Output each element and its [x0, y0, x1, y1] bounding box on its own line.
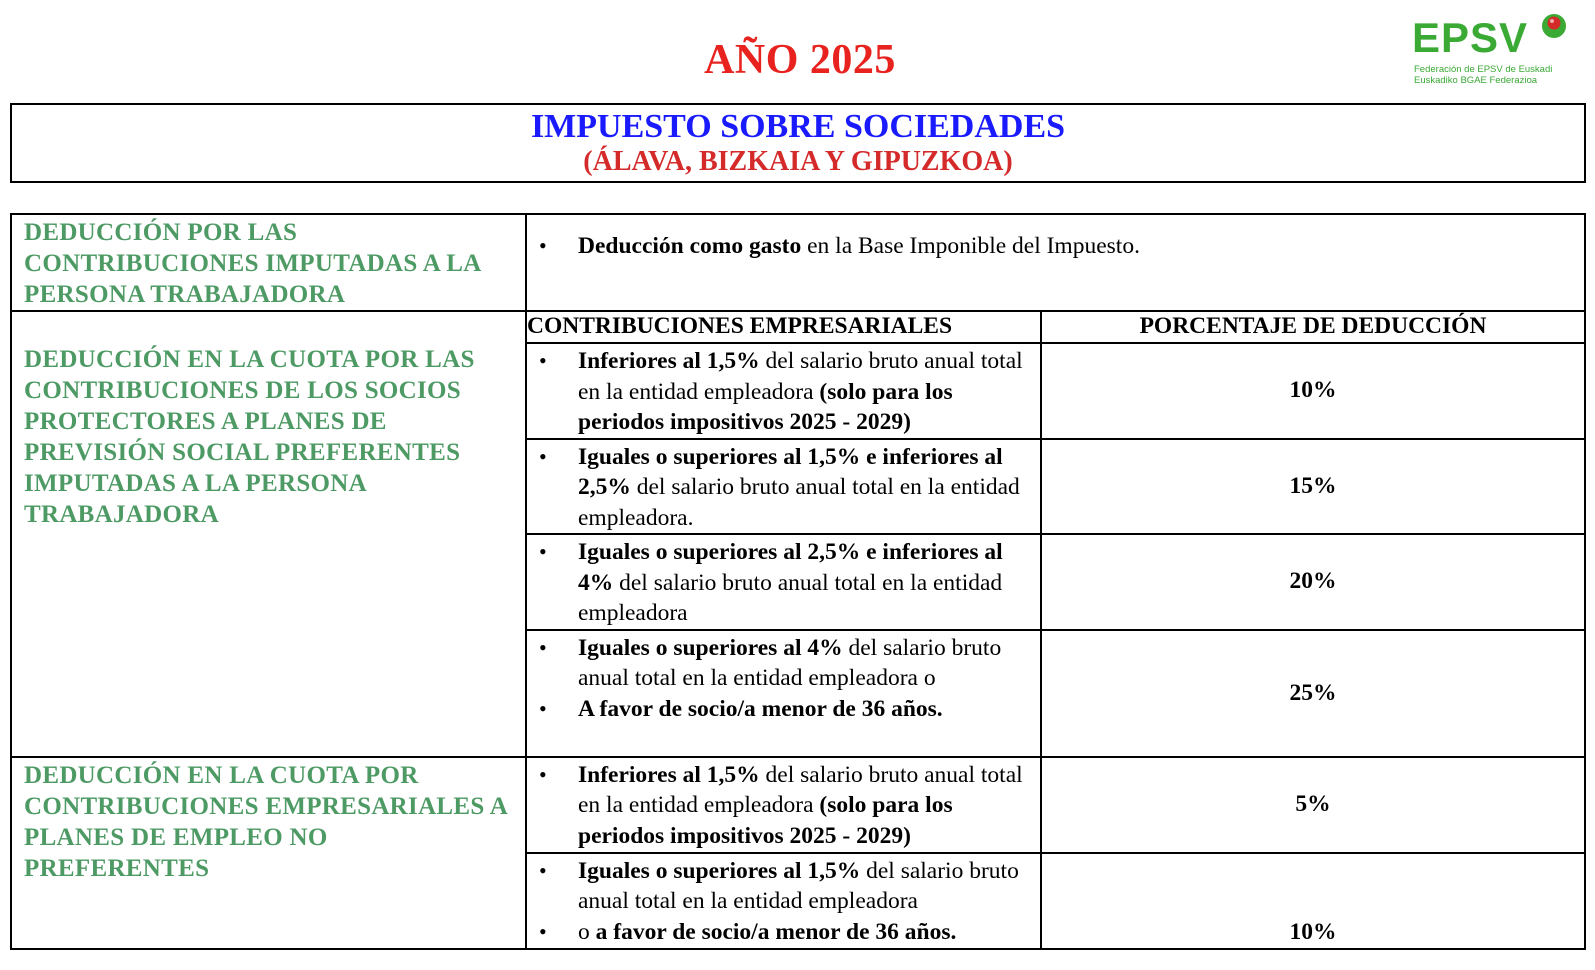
bullet-text: en la Base Imponible del Impuesto.	[801, 233, 1140, 259]
bold-text: Iguales o superiores al 1,5% e inferiores al 2,5%	[578, 443, 1003, 500]
list-item	[537, 917, 1032, 948]
bold-text: (solo para los periodos impositivos 2025 - 2029)	[578, 378, 953, 435]
year-title: AÑO 2025	[704, 37, 896, 83]
contribution-bullets	[527, 535, 1040, 629]
bold-text: (solo para los periodos impositivos 2025 - 2029)	[578, 792, 953, 849]
logo-subtitle-line2: Euskadiko BGAE Federazioa	[1414, 75, 1538, 86]
epsv-logo	[1412, 12, 1587, 92]
contribution-bullets	[527, 631, 1040, 725]
section1-bullets	[527, 215, 1584, 262]
logo-subtitle-line1: Federación de EPSV de Euskadi	[1414, 64, 1553, 75]
list-item	[537, 694, 1032, 725]
list-item	[537, 346, 1032, 438]
text: del salario bruto anual total en la entidad empleadora.	[578, 474, 1020, 531]
bold-text: A favor de socio/a menor de 36 años.	[578, 695, 943, 722]
bold-text: Iguales o superiores al 4%	[578, 634, 843, 661]
table-row	[11, 311, 1585, 343]
list-item	[537, 231, 1576, 262]
section3-label: DEDUCCIÓN EN LA CUOTA POR CONTRIBUCIONES EMPRESARIALES A PLANES DE EMPLEO NO PREFERENTES	[24, 761, 507, 882]
col-header-percentage: PORCENTAJE DE DEDUCCIÓN	[1041, 311, 1585, 343]
header-title: IMPUESTO SOBRE SOCIEDADES	[530, 108, 1066, 145]
list-item	[537, 633, 1032, 694]
section1-label-cell	[11, 214, 526, 311]
bold-text: Inferiores al 1,5%	[578, 761, 760, 788]
logo-wordmark: EPSV	[1412, 14, 1529, 61]
contribution-bullets	[527, 854, 1040, 948]
deductions-table	[10, 213, 1586, 950]
percentage-cell: 20%	[1041, 534, 1585, 630]
list-item	[537, 856, 1032, 917]
text: del salario bruto anual total en la entidad empleadora o	[578, 634, 1002, 691]
text: del salario bruto anual total en la entidad empleadora	[578, 857, 1019, 914]
percentage-cell: 25%	[1041, 630, 1585, 757]
section1-label: DEDUCCIÓN POR LAS CONTRIBUCIONES IMPUTADAS A LA PERSONA TRABAJADORA	[24, 219, 481, 308]
contribution-cell	[526, 757, 1041, 853]
text: del salario bruto anual total en la entidad empleadora	[578, 569, 1003, 626]
bold-text: Inferiores al 1,5%	[578, 348, 760, 374]
contribution-cell	[526, 630, 1041, 757]
text: del salario bruto anual total en la entidad empleadora	[578, 761, 1023, 818]
contribution-cell	[526, 534, 1041, 630]
contribution-bullets	[527, 440, 1040, 534]
text: del salario bruto anual total en la entidad empleadora	[578, 348, 1023, 405]
text: o	[578, 918, 596, 945]
contribution-cell	[526, 439, 1041, 535]
section1-content-cell	[526, 214, 1585, 311]
percentage-cell: 5%	[1041, 757, 1585, 853]
col-header-contributions: CONTRIBUCIONES EMPRESARIALES	[526, 311, 1041, 343]
contribution-cell	[526, 343, 1041, 439]
percentage-cell: 10%	[1041, 853, 1585, 949]
list-item	[537, 760, 1032, 852]
bold-text: Iguales o superiores al 2,5% e inferiores al 4%	[578, 539, 1003, 596]
bold-text: Iguales o superiores al 1,5%	[578, 857, 861, 884]
logo-mark-icon	[1540, 12, 1568, 40]
header-subtitle: (ÁLAVA, BIZKAIA Y GIPUZKOA)	[583, 146, 1013, 177]
list-item	[537, 442, 1032, 534]
percentage-cell: 10%	[1041, 343, 1585, 439]
section2-label-cell	[11, 311, 526, 757]
contribution-cell	[526, 853, 1041, 949]
header-box	[10, 103, 1586, 183]
list-item	[537, 537, 1032, 629]
table-row	[11, 214, 1585, 311]
section2-label: DEDUCCIÓN EN LA CUOTA POR LAS CONTRIBUCIONES DE LOS SOCIOS PROTECTORES A PLANES DE PREVISIÓN SOCIAL PREFERENTES IMPUTADAS A LA PERSONA TRABAJADORA	[24, 346, 475, 528]
logo-subtitle	[1414, 64, 1552, 86]
table-row	[11, 757, 1585, 853]
bullet-bold-text: Deducción como gasto	[578, 233, 802, 259]
section3-label-cell	[11, 757, 526, 949]
contribution-bullets	[527, 758, 1040, 852]
bold-text: a favor de socio/a menor de 36 años.	[595, 918, 957, 945]
percentage-cell: 15%	[1041, 439, 1585, 535]
contribution-bullets	[527, 344, 1040, 438]
